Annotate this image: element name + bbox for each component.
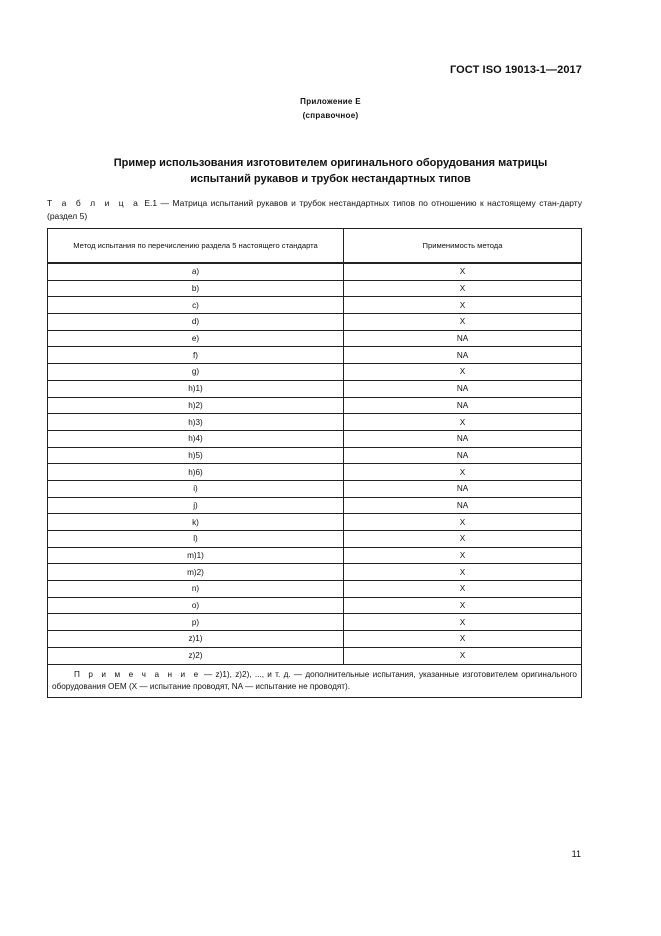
applicability-cell: NA	[344, 447, 582, 464]
applicability-cell: X	[344, 414, 582, 431]
table-row	[48, 280, 582, 297]
applicability-cell: X	[344, 531, 582, 548]
test-method-cell: h)2)	[48, 397, 344, 414]
test-method-cell: l)	[48, 531, 344, 548]
test-method-cell: b)	[48, 280, 344, 297]
applicability-cell: NA	[344, 347, 582, 364]
appendix-label: Приложение Е	[300, 97, 361, 106]
table-row	[48, 614, 582, 631]
test-method-cell: n)	[48, 581, 344, 598]
applicability-cell: X	[344, 564, 582, 581]
test-method-cell: c)	[48, 297, 344, 314]
test-matrix-table	[47, 228, 582, 698]
applicability-cell: NA	[344, 430, 582, 447]
test-method-cell: h)4)	[48, 430, 344, 447]
table-caption-text: Е.1 — Матрица испытаний рукавов и трубок нестандартных типов по отношению к настоящему стан-дарту (раздел 5)	[47, 198, 582, 221]
test-method-cell: j)	[48, 497, 344, 514]
table-row	[48, 597, 582, 614]
appendix-title-line-2: испытаний рукавов и трубок нестандартных типов	[190, 173, 471, 185]
applicability-cell: X	[344, 547, 582, 564]
table-row	[48, 263, 582, 280]
test-method-cell: k)	[48, 514, 344, 531]
table-header-row	[48, 229, 582, 264]
applicability-cell: X	[344, 280, 582, 297]
test-method-cell: g)	[48, 364, 344, 381]
applicability-cell: NA	[344, 330, 582, 347]
applicability-cell: X	[344, 514, 582, 531]
table-row	[48, 447, 582, 464]
table-row	[48, 564, 582, 581]
table-row	[48, 364, 582, 381]
test-method-cell: m)1)	[48, 547, 344, 564]
table-row	[48, 581, 582, 598]
applicability-cell: X	[344, 314, 582, 331]
appendix-type: (справочное)	[302, 111, 359, 120]
test-method-cell: h)3)	[48, 414, 344, 431]
table-row	[48, 464, 582, 481]
test-method-cell: i)	[48, 480, 344, 497]
table-row	[48, 430, 582, 447]
table-row	[48, 547, 582, 564]
applicability-cell: NA	[344, 397, 582, 414]
appendix-title-line-1: Пример использования изготовителем оригинального оборудования матрицы	[113, 157, 548, 169]
table-row	[48, 647, 582, 664]
table-row	[48, 380, 582, 397]
test-method-cell: h)5)	[48, 447, 344, 464]
header-test-method: Метод испытания по перечислению раздела 5 настоящего стандарта	[48, 229, 344, 264]
note-label: П р и м е ч а н и е	[74, 669, 201, 679]
applicability-cell: X	[344, 297, 582, 314]
table-row	[48, 297, 582, 314]
test-method-cell: o)	[48, 597, 344, 614]
table-row	[48, 347, 582, 364]
applicability-cell: X	[344, 581, 582, 598]
table-caption	[47, 197, 582, 222]
table-row	[48, 497, 582, 514]
applicability-cell: X	[344, 647, 582, 664]
page-number: 11	[571, 849, 581, 859]
table-caption-prefix: Т а б л и ц а	[47, 198, 141, 208]
table-note	[48, 664, 582, 697]
applicability-cell: NA	[344, 497, 582, 514]
test-method-cell: h)6)	[48, 464, 344, 481]
test-method-cell: z)2)	[48, 647, 344, 664]
table-row	[48, 330, 582, 347]
table-row	[48, 414, 582, 431]
applicability-cell: X	[344, 614, 582, 631]
test-method-cell: m)2)	[48, 564, 344, 581]
appendix-title	[0, 155, 661, 187]
applicability-cell: X	[344, 631, 582, 648]
applicability-cell: NA	[344, 480, 582, 497]
table-row	[48, 531, 582, 548]
table-row	[48, 480, 582, 497]
test-method-cell: z)1)	[48, 631, 344, 648]
table-body	[48, 263, 582, 664]
applicability-cell: X	[344, 364, 582, 381]
table-row	[48, 397, 582, 414]
applicability-cell: X	[344, 597, 582, 614]
test-method-cell: e)	[48, 330, 344, 347]
table-row	[48, 314, 582, 331]
table-row	[48, 631, 582, 648]
appendix-heading	[0, 95, 661, 123]
test-method-cell: d)	[48, 314, 344, 331]
test-method-cell: a)	[48, 263, 344, 280]
test-method-cell: p)	[48, 614, 344, 631]
test-method-cell: f)	[48, 347, 344, 364]
note-text: — z)1), z)2), ..., и т. д. — дополнительные испытания, указанные изготовителем оригинального оборудования OEM (X — испытание проводят, NA — испытание не проводят).	[52, 669, 577, 691]
applicability-cell: NA	[344, 380, 582, 397]
test-method-cell: h)1)	[48, 380, 344, 397]
table-note-row	[48, 664, 582, 697]
document-code: ГОСТ ISO 19013-1—2017	[449, 64, 582, 76]
table-row	[48, 514, 582, 531]
applicability-cell: X	[344, 263, 582, 280]
header-applicability: Применимость метода	[344, 229, 582, 264]
applicability-cell: X	[344, 464, 582, 481]
